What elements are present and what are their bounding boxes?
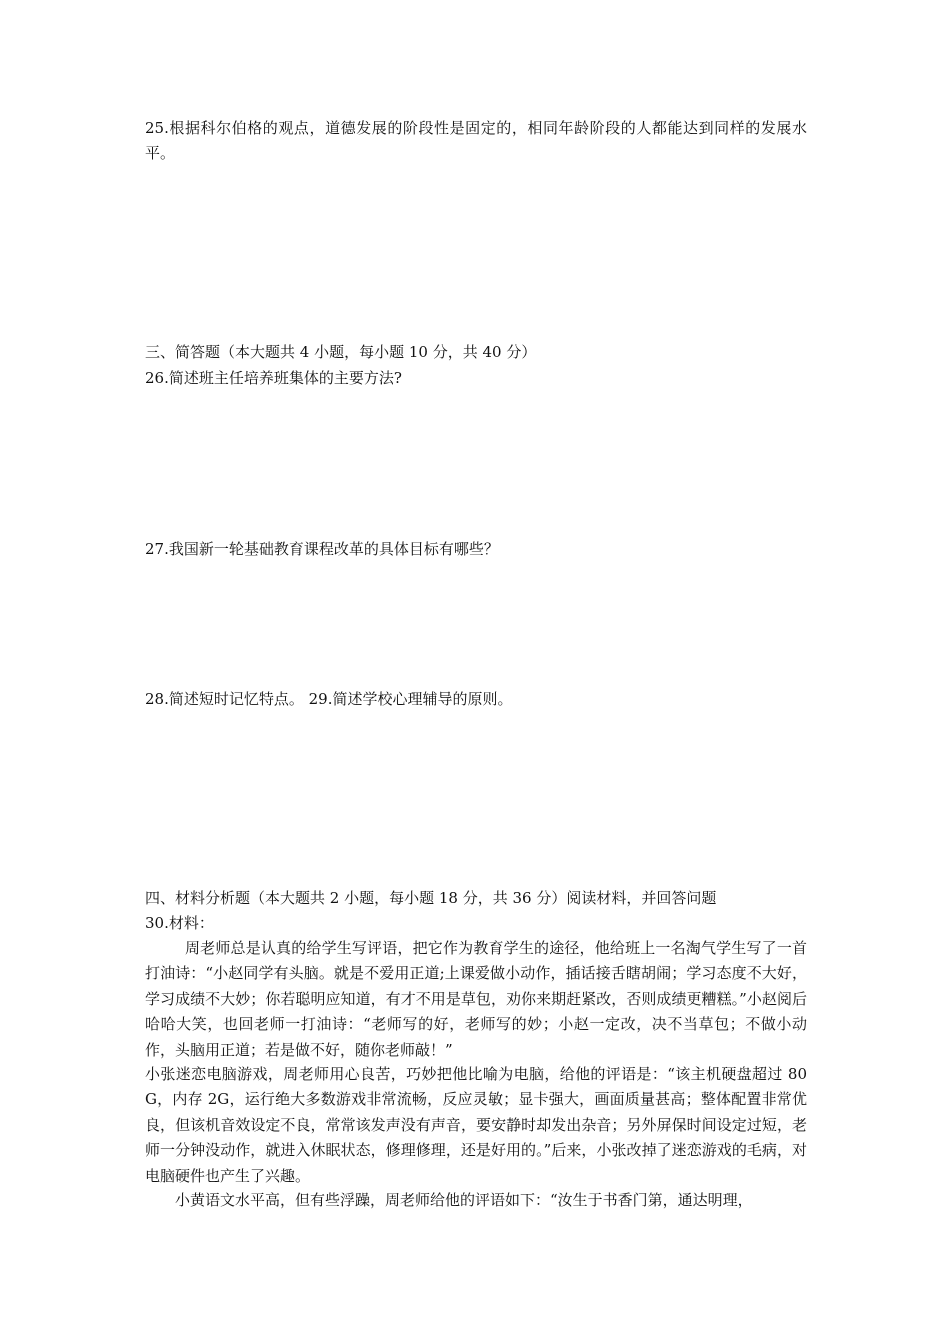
material-paragraph-2: 小张迷恋电脑游戏，周老师用心良苦，巧妙把他比喻为电脑，给他的评语是：“该主机硬盘超过 80G，内存 2G，运行绝大多数游戏非常流畅，反应灵敏；显卡强大，画面质量甚高；整体配置非常优良，但该机音效设定不良，常常该发声没有声音，要安静时却发出杂音；另外屏保时间设定过短，老师一分钟没动作，就进入休眠状态，修理修理，还是好用的。”后来，小张改掉了迷恋游戏的毛病，对电脑硬件也产生了兴趣。 <box>145 1065 807 1185</box>
section-3-heading: 三、简答题（本大题共 4 小题，每小题 10 分，共 40 分） <box>145 343 537 361</box>
section-4-heading: 四、材料分析题（本大题共 2 小题，每小题 18 分，共 36 分）阅读材料，并回答问题 <box>145 889 717 907</box>
question-25: 25.根据科尔伯格的观点，道德发展的阶段性是固定的，相同年龄阶段的人都能达到同样的发展水平。 <box>145 119 807 163</box>
material-paragraph-3: 小黄语文水平高，但有些浮躁，周老师给他的评语如下：“汝生于书香门第，通达明理， <box>175 1191 753 1209</box>
question-30-label: 30.材料： <box>145 914 214 932</box>
question-28-29: 28.简述短时记忆特点。 29.简述学校心理辅导的原则。 <box>145 690 513 708</box>
question-27: 27.我国新一轮基础教育课程改革的具体目标有哪些？ <box>145 540 499 558</box>
question-26: 26.简述班主任培养班集体的主要方法? <box>145 369 402 387</box>
material-paragraph-1: 周老师总是认真的给学生写评语，把它作为教育学生的途径，他给班上一名淘气学生写了一首打油诗：“小赵同学有头脑。就是不爱用正道;上课爱做小动作，插话接舌瞎胡闹；学习态度不大好，学习成绩不大妙；你若聪明应知道，有才不用是草包，劝你来期赶紧改，否则成绩更糟糕。”小赵阅后哈哈大笑，也回老师一打油诗：“老师写的好，老师写的妙；小赵一定改，决不当草包；不做小动作，头脑用正道；若是做不好，随你老师敲！” <box>145 939 807 1059</box>
